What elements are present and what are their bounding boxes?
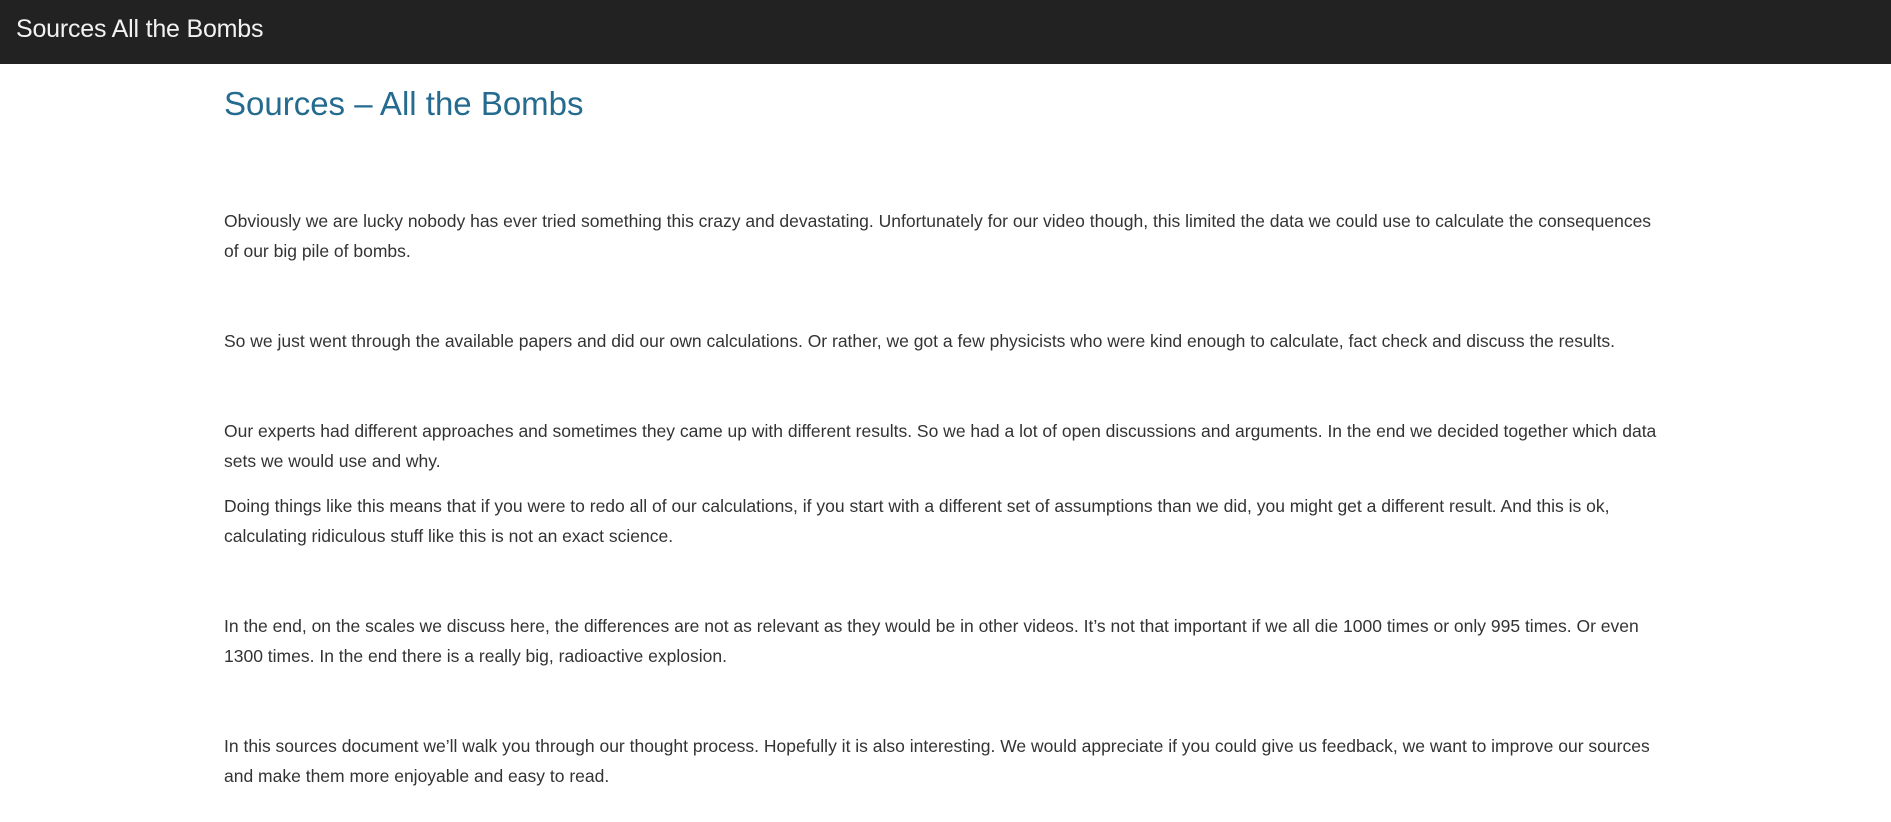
- paragraph-calculations: So we just went through the available papers and did our own calculations. Or rather, we got a few physicists who were kind enough to calculate, fact check and discuss the results.: [224, 331, 1616, 351]
- paragraph-assumptions: Doing things like this means that if you were to redo all of our calculations, if you start with a different set of assumptions than we did, you might get a different result. And this is ok, calculating ridiculous stuff like this is not an exact science.: [224, 496, 1610, 546]
- paragraph-intro: Obviously we are lucky nobody has ever tried something this crazy and devastating. Unfortunately for our video though, this limited the data we could use to calculate the consequences of our big pile of bombs.: [224, 211, 1652, 261]
- site-title-link[interactable]: Sources All the Bombs: [16, 15, 264, 43]
- paragraph-sources-document: In this sources document we’ll walk you through our thought process. Hopefully it is also interesting. We would appreciate if you could give us feedback, we want to improve our sources and make them more enjoyable and easy to read.: [224, 736, 1650, 786]
- page-title: Sources – All the Bombs: [224, 85, 584, 122]
- top-navbar: [0, 0, 1891, 64]
- paragraph-experts: Our experts had different approaches and sometimes they came up with different results. So we had a lot of open discussions and arguments. In the end we decided together which data sets we would use and why.: [224, 421, 1657, 471]
- paragraph-scales: In the end, on the scales we discuss here, the differences are not as relevant as they would be in other videos. It’s not that important if we all die 1000 times or only 995 times. Or even 1300 times. In the end there is a really big, radioactive explosion.: [224, 616, 1639, 666]
